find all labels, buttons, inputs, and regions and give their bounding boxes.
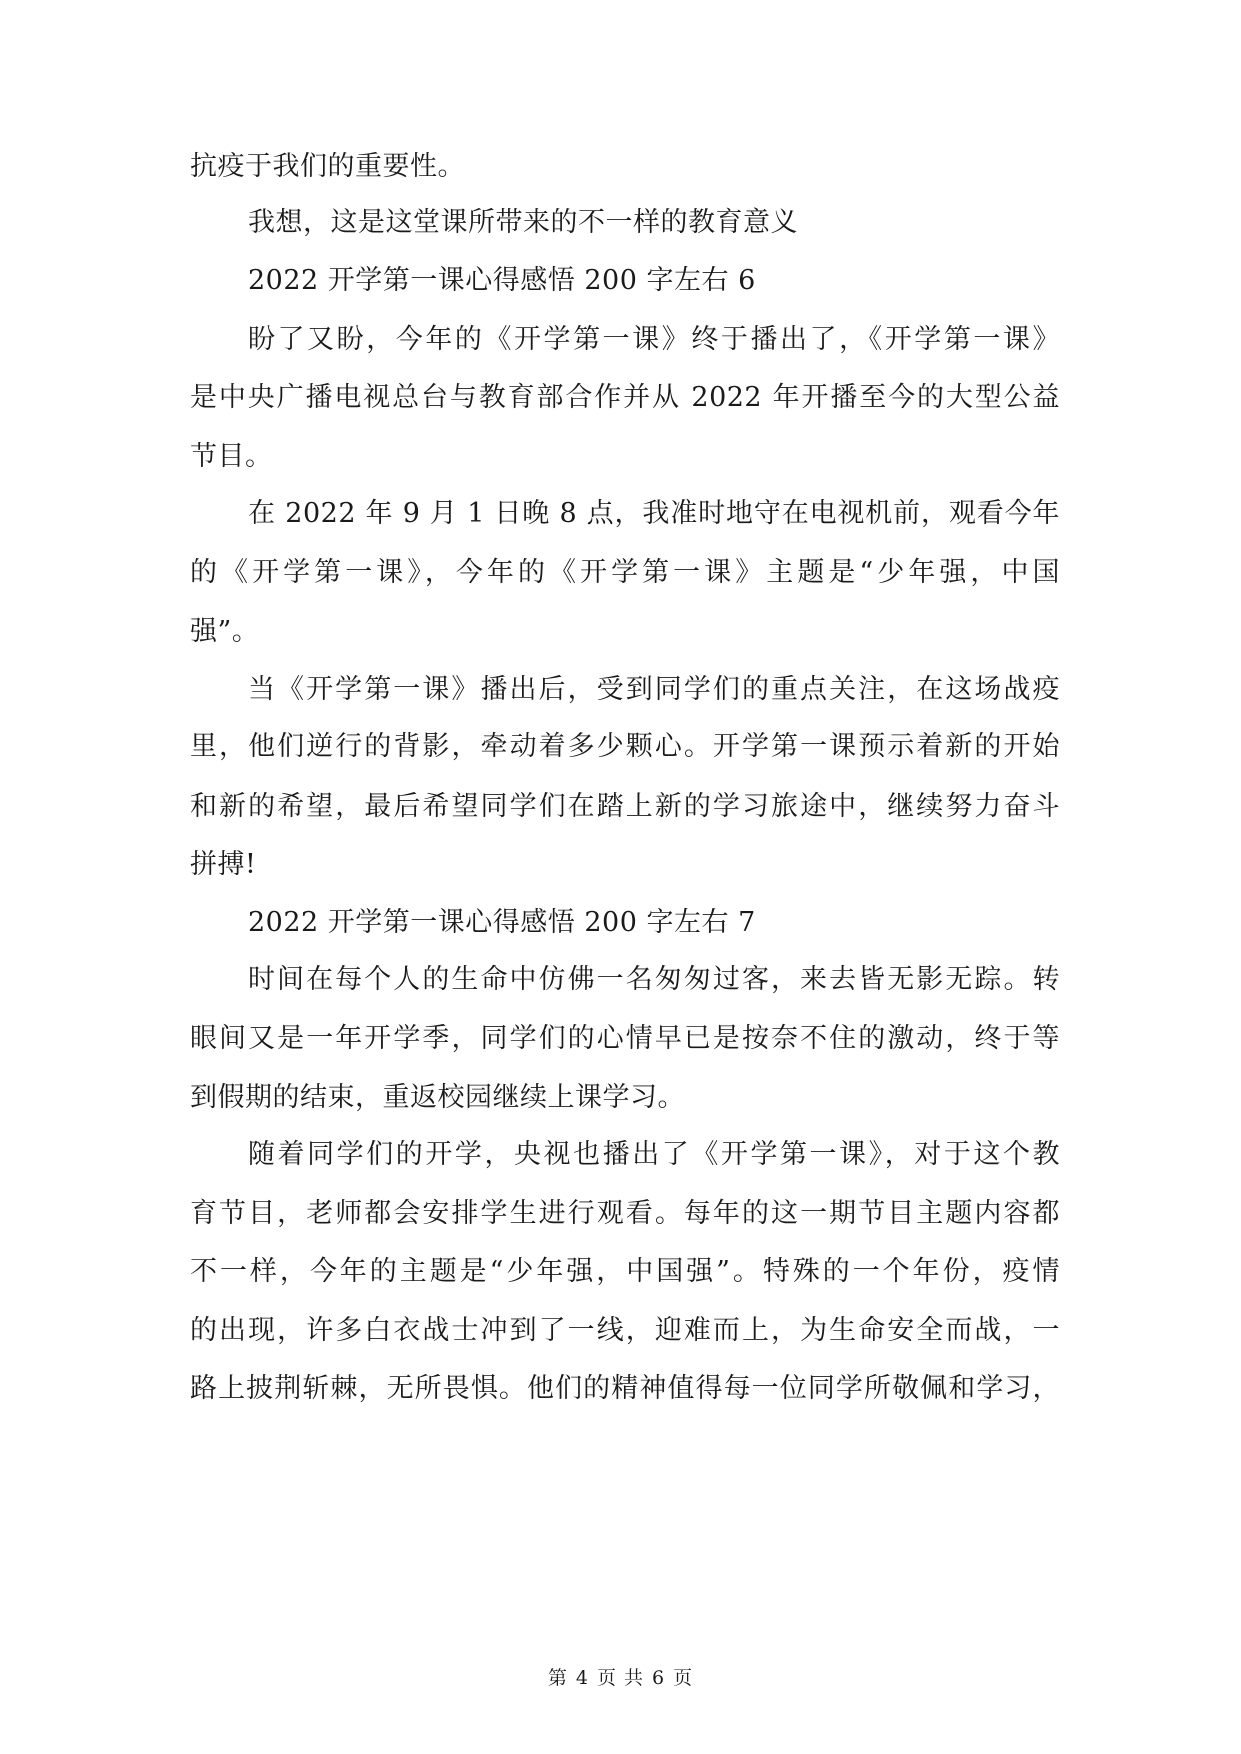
text-line: 到假期的结束，重返校园继续上课学习。 — [190, 1082, 685, 1113]
page-footer — [0, 1666, 1241, 1690]
text-line: 我想，这是这堂课所带来的不一样的教育意义 — [248, 207, 798, 238]
text-line: 育节目，老师都会安排学生进行观看。每年的这一期节目主题内容都 — [190, 1198, 1060, 1229]
footer-prefix: 第 — [547, 1667, 568, 1689]
text-line: 节目。 — [190, 441, 273, 472]
text-line: 里，他们逆行的背影，牵动着多少颗心。开学第一课预示着新的开始 — [190, 731, 1060, 762]
text-line: 随着同学们的开学，央视也播出了《开学第一课》，对于这个教 — [248, 1139, 1060, 1170]
text-line: 抗疫于我们的重要性。 — [190, 151, 465, 182]
text-line: 的《开学第一课》，今年的《开学第一课》主题是“少年强，中国 — [190, 557, 1060, 588]
text-line: 时间在每个人的生命中仿佛一名匆匆过客，来去皆无影无踪。转 — [248, 964, 1060, 995]
footer-suffix: 页 — [673, 1667, 694, 1689]
section-heading: 2022 开学第一课心得感悟 200 字左右 7 — [248, 907, 756, 938]
text-line: 和新的希望，最后希望同学们在踏上新的学习旅途中，继续努力奋斗 — [190, 791, 1060, 822]
text-line: 眼间又是一年开学季，同学们的心情早已是按奈不住的激动，终于等 — [190, 1023, 1060, 1054]
text-line: 当《开学第一课》播出后，受到同学们的重点关注，在这场战疫 — [248, 674, 1060, 705]
footer-mid: 页 共 — [596, 1667, 645, 1689]
text-line: 的出现，许多白衣战士冲到了一线，迎难而上，为生命安全而战，一 — [190, 1315, 1060, 1346]
section-heading: 2022 开学第一课心得感悟 200 字左右 6 — [248, 265, 756, 296]
text-line: 拼搏! — [190, 849, 257, 880]
text-line: 强”。 — [190, 616, 260, 647]
text-line: 路上披荆斩棘，无所畏惧。他们的精神值得每一位同学所敬佩和学习， — [190, 1373, 1060, 1404]
current-page-number: 4 — [575, 1667, 589, 1689]
text-line: 不一样，今年的主题是“少年强，中国强”。特殊的一个年份，疫情 — [190, 1256, 1060, 1287]
text-line: 盼了又盼，今年的《开学第一课》终于播出了，《开学第一课》 — [248, 324, 1060, 355]
text-line: 在 2022 年 9 月 1 日晚 8 点，我准时地守在电视机前，观看今年 — [248, 498, 1060, 529]
text-line: 是中央广播电视总台与教育部合作并从 2022 年开播至今的大型公益 — [190, 382, 1060, 413]
total-page-number: 6 — [652, 1667, 666, 1689]
